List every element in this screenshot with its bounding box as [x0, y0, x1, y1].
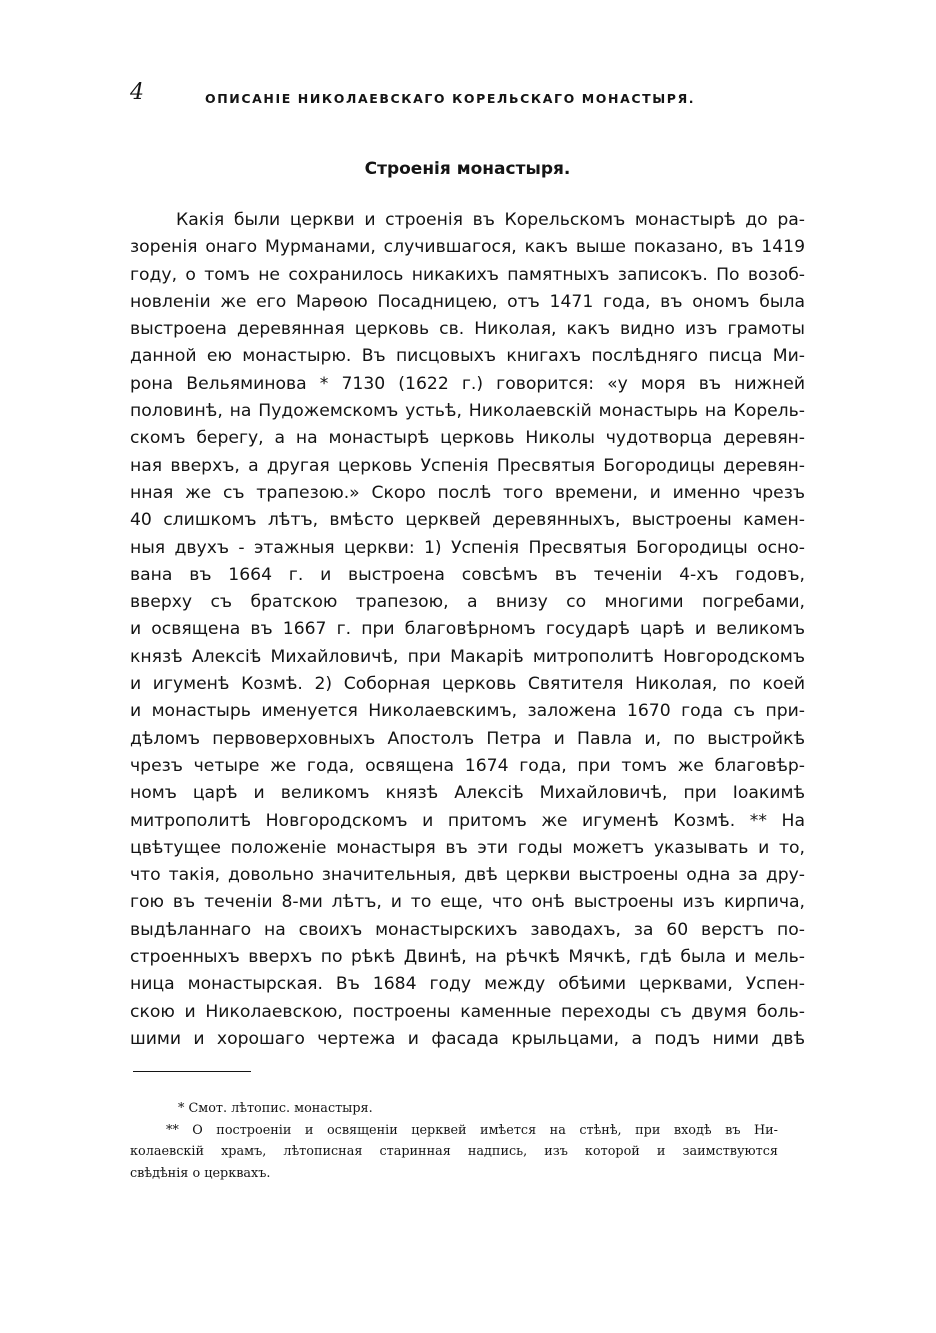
- text-line: новленіи же его Марѳою Посадницею, отъ 1471 года, въ ономъ была: [130, 291, 805, 312]
- text-line: Какія были церкви и строенія въ Корельскомъ монастырѣ до ра-: [176, 210, 805, 230]
- text-line: ная вверхъ, а другая церковь Успенія Пресвятыя Богородицы деревян-: [130, 455, 805, 476]
- page-number: 4: [130, 80, 144, 105]
- body-paragraph: [130, 207, 805, 1053]
- text-line: и монастырь именуется Николаевскимъ, заложена 1670 года съ при-: [130, 701, 805, 722]
- text-line: шими и хорошаго чертежа и фасада крыльцами, а подъ ними двѣ: [130, 1028, 805, 1049]
- footnotes: [130, 1098, 778, 1184]
- text-line: вана въ 1664 г. и выстроена совсѣмъ въ теченіи 4-хъ годовъ,: [130, 564, 805, 585]
- text-line: ница монастырская. Въ 1684 году между обѣими церквами, Успен-: [130, 974, 805, 995]
- text-line: вверху съ братскою трапезою, а внизу со многими погребами,: [130, 592, 805, 613]
- text-line: строенныхъ вверхъ по рѣкѣ Двинѣ, на рѣчкѣ Мячкѣ, гдѣ была и мель-: [130, 947, 805, 968]
- footnote-2-line: ** О построеніи и освященіи церквей имѣется на стѣнѣ, при входѣ въ Ни-: [166, 1122, 778, 1138]
- text-line: и игуменѣ Козмѣ. 2) Соборная церковь Святителя Николая, по коей: [130, 674, 805, 695]
- text-line: чрезъ четыре же года, освящена 1674 года, при томъ же благовѣр-: [130, 755, 805, 776]
- section-title: Строенія монастыря.: [364, 159, 571, 179]
- text-line: выдѣланнаго на своихъ монастырскихъ заводахъ, за 60 верстъ по-: [130, 919, 805, 940]
- text-line: году, о томъ не сохранилось никакихъ памятныхъ записокъ. По возоб-: [130, 264, 805, 285]
- text-line: митрополитѣ Новгородскомъ и притомъ же игуменѣ Козмѣ. ** На: [130, 810, 805, 831]
- text-line: нная же съ трапезою.» Скоро послѣ того времени, и именно чрезъ: [130, 482, 805, 503]
- text-line: скою и Николаевскою, построены каменные переходы съ двумя боль-: [130, 1001, 805, 1022]
- text-line: номъ царѣ и великомъ князѣ Алексіѣ Михайловичѣ, при Іоакимѣ: [130, 783, 805, 804]
- footnote-2-line: колаевскій храмъ, лѣтописная старинная надпись, изъ которой и заимствуются: [130, 1144, 778, 1159]
- footnote-1: * Смот. лѣтопис. монастыря.: [178, 1101, 373, 1116]
- text-line: данной ею монастырю. Въ писцовыхъ книгахъ послѣдняго писца Ми-: [130, 346, 805, 367]
- text-line: зоренія онаго Мурманами, случившагося, какъ выше показано, въ 1419: [130, 237, 805, 258]
- text-line: князѣ Алексіѣ Михайловичѣ, при Макаріѣ митрополитѣ Новгородскомъ: [130, 646, 805, 667]
- text-line: гою въ теченіи 8-ми лѣтъ, и то еще, что онѣ выстроены изъ кирпича,: [130, 892, 805, 913]
- footnote-divider: [133, 1071, 251, 1072]
- text-line: цвѣтущее положеніе монастыря въ эти годы можетъ указывать и то,: [130, 837, 805, 858]
- text-line: рона Вельяминова * 7130 (1622 г.) говорится: «у моря въ нижней: [130, 373, 805, 394]
- text-line: скомъ берегу, а на монастырѣ церковь Николы чудотворца деревян-: [130, 428, 805, 449]
- running-title: ОПИСАНІЕ НИКОЛАЕВСКАГО КОРЕЛЬСКАГО МОНАСТЫРЯ.: [205, 91, 696, 106]
- text-line: что такія, довольно значительныя, двѣ церкви выстроены одна за дру-: [130, 865, 805, 886]
- text-line: ныя двухъ - этажныя церкви: 1) Успенія Пресвятыя Богородицы осно-: [130, 537, 805, 558]
- footnote-2-line: свѣдѣнія о церквахъ.: [130, 1165, 271, 1181]
- text-line: половинѣ, на Пудожемскомъ устьѣ, Николаевскій монастырь на Корель-: [130, 401, 805, 422]
- text-line: выстроена деревянная церковь св. Николая, какъ видно изъ грамоты: [130, 319, 805, 340]
- text-line: и освящена въ 1667 г. при благовѣрномъ государѣ царѣ и великомъ: [130, 619, 805, 640]
- text-line: дѣломъ первоверховныхъ Апостолъ Петра и Павла и, по выстройкѣ: [130, 728, 805, 749]
- text-line: 40 слишкомъ лѣтъ, вмѣсто церквей деревянныхъ, выстроены камен-: [130, 510, 805, 531]
